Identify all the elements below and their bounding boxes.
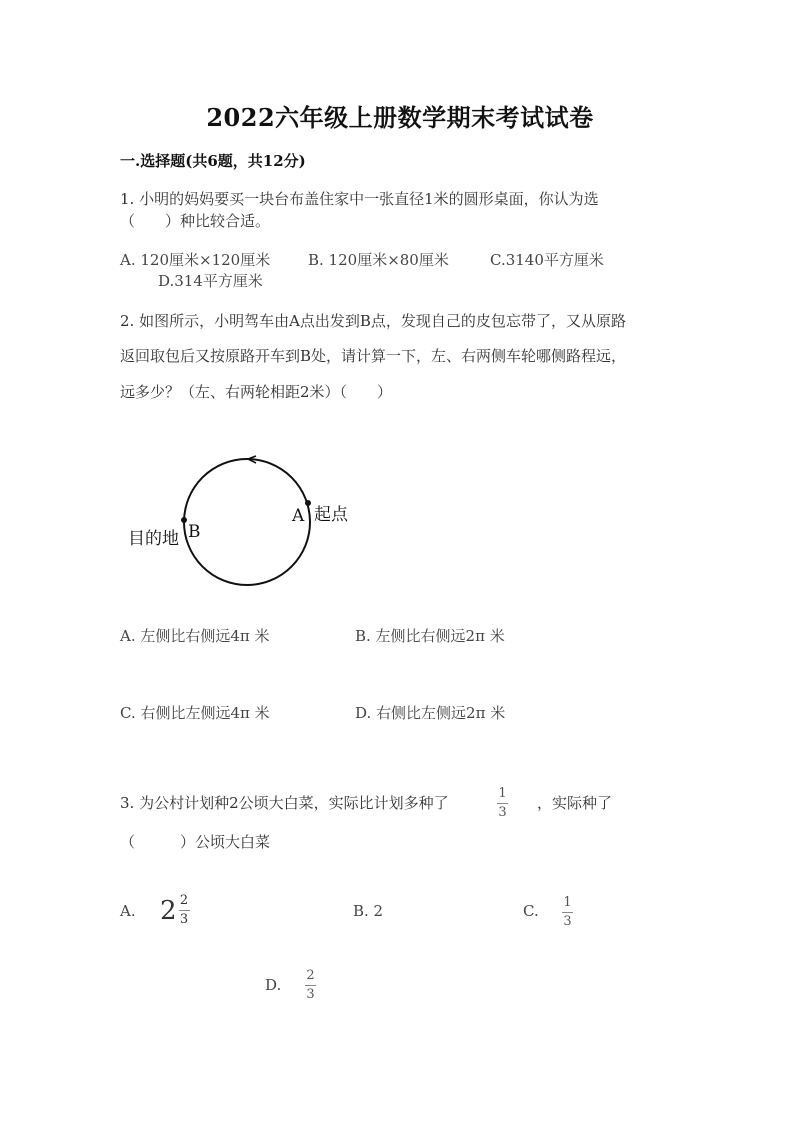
destination-label: 目的地 (128, 529, 179, 549)
question-3-line-2: （ ）公顷大白菜 (120, 833, 271, 851)
question-3-line-1-post: ，实际种了 (537, 794, 613, 812)
question-3-line-1-pre: 3. 为公村计划种2公顷大白菜，实际比计划多种了 (120, 794, 449, 812)
q3-option-d-value (305, 969, 316, 1002)
point-b-label: B (188, 522, 201, 542)
q3-option-d-label: D. (265, 976, 282, 994)
start-label: 起点 (314, 505, 348, 525)
fraction-numerator: 1 (563, 895, 572, 910)
q1-option-b: B. 120厘米×80厘米 (308, 251, 449, 269)
q1-option-a: A. 120厘米×120厘米 (120, 251, 271, 269)
fraction-denominator: 3 (498, 805, 507, 820)
fraction-denominator: 3 (179, 912, 189, 927)
q2-option-d: D. 右侧比左侧远2π 米 (355, 704, 506, 722)
question-2-line-3: 远多少？（左、右两轮相距2米）（ ） (120, 383, 393, 401)
q1-option-d: D.314平方厘米 (158, 272, 263, 290)
q3-option-c-value (562, 896, 573, 929)
fraction-denominator: 3 (563, 914, 572, 929)
q3-option-a-value (160, 894, 190, 927)
fraction-numerator: 2 (306, 968, 315, 983)
q1-option-c: C.3140平方厘米 (490, 251, 604, 269)
mixed-whole: 2 (160, 895, 177, 926)
fraction-denominator: 3 (306, 987, 315, 1002)
section-heading: 一.选择题(共6题，共12分) (120, 152, 306, 170)
circle-diagram-svg (120, 440, 390, 600)
question-3-fraction (497, 787, 508, 820)
q3-option-b: B. 2 (353, 902, 384, 920)
question-2-line-1: 2. 如图所示，小明驾车由A点出发到B点，发现自己的皮包忘带了，又从原路 (120, 312, 626, 330)
q2-option-c: C. 右侧比左侧远4π 米 (120, 704, 270, 722)
question-1-line-2: （ ）种比较合适。 (120, 212, 271, 230)
question-2-line-2: 返回取包后又按原路开车到B处，请计算一下，左、右两侧车轮哪侧路程远， (120, 347, 627, 365)
point-a-label: A (292, 506, 305, 526)
page-title: 2022六年级上册数学期末考试试卷 (206, 103, 594, 132)
q2-option-a: A. 左侧比右侧远4π 米 (120, 627, 270, 645)
fraction-numerator: 1 (498, 786, 507, 801)
circle-route-diagram (120, 440, 390, 600)
fraction-numerator: 2 (179, 893, 189, 908)
q3-option-c-label: C. (523, 902, 539, 920)
q3-option-a-label: A. (120, 902, 136, 920)
q2-option-b: B. 左侧比右侧远2π 米 (355, 627, 505, 645)
question-1-line-1: 1. 小明的妈妈要买一块台布盖住家中一张直径1米的圆形桌面，你认为选 (120, 190, 599, 208)
